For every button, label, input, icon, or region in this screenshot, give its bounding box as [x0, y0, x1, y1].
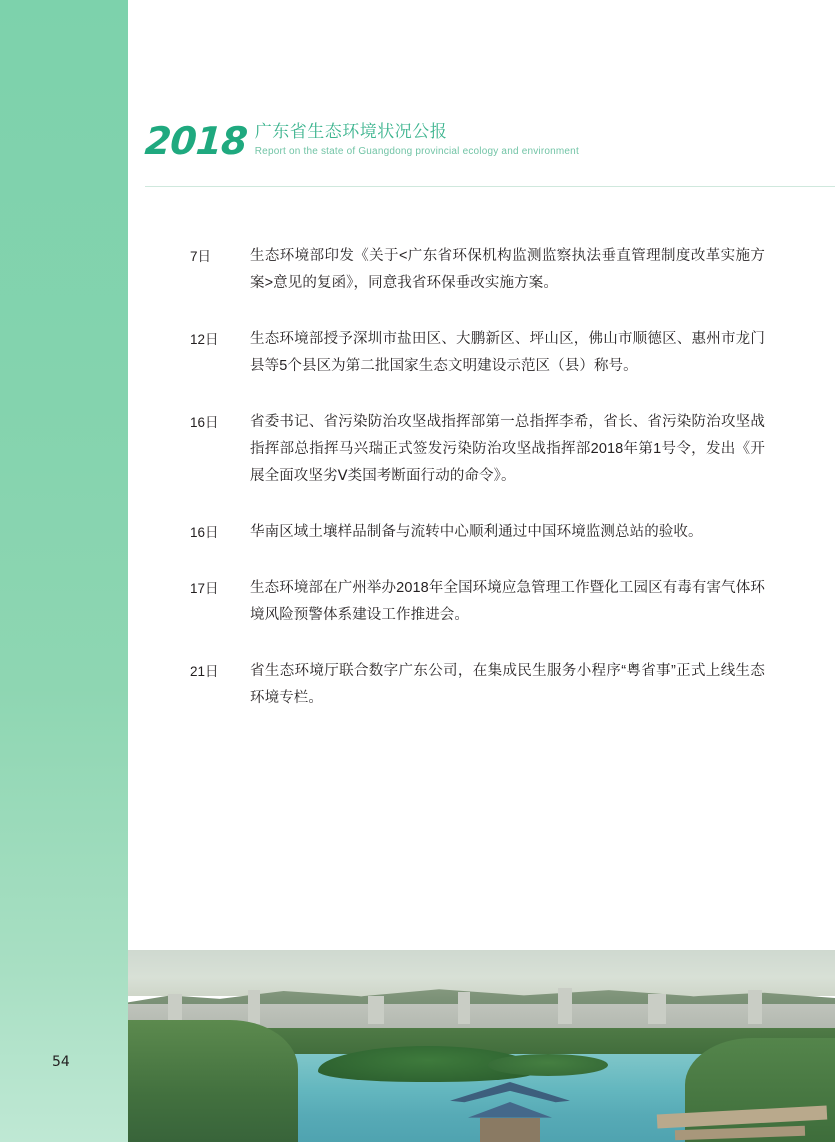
photo-building	[248, 990, 260, 1024]
photo-pavilion	[450, 1082, 570, 1142]
chronicle-entry-list	[145, 243, 765, 741]
chronicle-entry	[145, 575, 765, 629]
report-title-cn: 广东省生态环境状况公报	[254, 122, 448, 141]
entry-text: 华南区域土壤样品制备与流转中心顺利通过中国环境监测总站的验收。	[250, 524, 703, 540]
left-color-band	[0, 0, 128, 1142]
page-content	[128, 0, 835, 1142]
photo-building	[558, 988, 572, 1024]
report-header	[143, 119, 725, 163]
photo-sky	[128, 950, 835, 996]
page-number: 54	[52, 1054, 70, 1070]
photo-island-small	[488, 1054, 608, 1076]
report-year: 2018	[143, 119, 249, 163]
chronicle-entry	[145, 243, 765, 297]
photo-building	[648, 994, 666, 1024]
entry-text: 生态环境部在广州举办2018年全国环境应急管理工作暨化工园区有毒有害气体环境风险预警体系建设工作推进会。	[250, 580, 765, 623]
bottom-photo	[128, 950, 835, 1142]
entry-text: 省生态环境厅联合数字广东公司，在集成民生服务小程序“粤省事”正式上线生态环境专栏。	[250, 663, 765, 706]
photo-building	[458, 992, 470, 1024]
photo-building	[748, 990, 762, 1024]
header-divider	[145, 186, 835, 187]
entry-day: 12日	[190, 332, 219, 347]
entry-text: 生态环境部印发《关于<广东省环保机构监测监察执法垂直管理制度改革实施方案>意见的复函》，同意我省环保垂改实施方案。	[250, 248, 765, 291]
entry-day: 17日	[190, 581, 219, 596]
pavilion-body	[480, 1118, 540, 1142]
entry-day: 16日	[190, 525, 219, 540]
chronicle-entry	[145, 658, 765, 712]
chronicle-entry	[145, 409, 765, 490]
report-title-en: Report on the state of Guangdong provincial ecology and environment	[254, 146, 579, 157]
entry-text: 生态环境部授予深圳市盐田区、大鹏新区、坪山区，佛山市顺德区、惠州市龙门县等5个县区为第二批国家生态文明建设示范区（县）称号。	[250, 331, 765, 374]
chronicle-entry	[145, 519, 765, 546]
entry-text: 省委书记、省污染防治攻坚战指挥部第一总指挥李希，省长、省污染防治攻坚战指挥部总指挥马兴瑞正式签发污染防治攻坚战指挥部2018年第1号令，发出《开展全面攻坚劣Ⅴ类国考断面行动的命令》。	[250, 414, 765, 484]
entry-day: 16日	[190, 415, 219, 430]
chronicle-entry	[145, 326, 765, 380]
photo-building	[368, 996, 384, 1024]
photo-foreground-trees-left	[128, 1020, 298, 1142]
entry-day: 21日	[190, 664, 219, 679]
entry-day: 7日	[190, 249, 212, 264]
